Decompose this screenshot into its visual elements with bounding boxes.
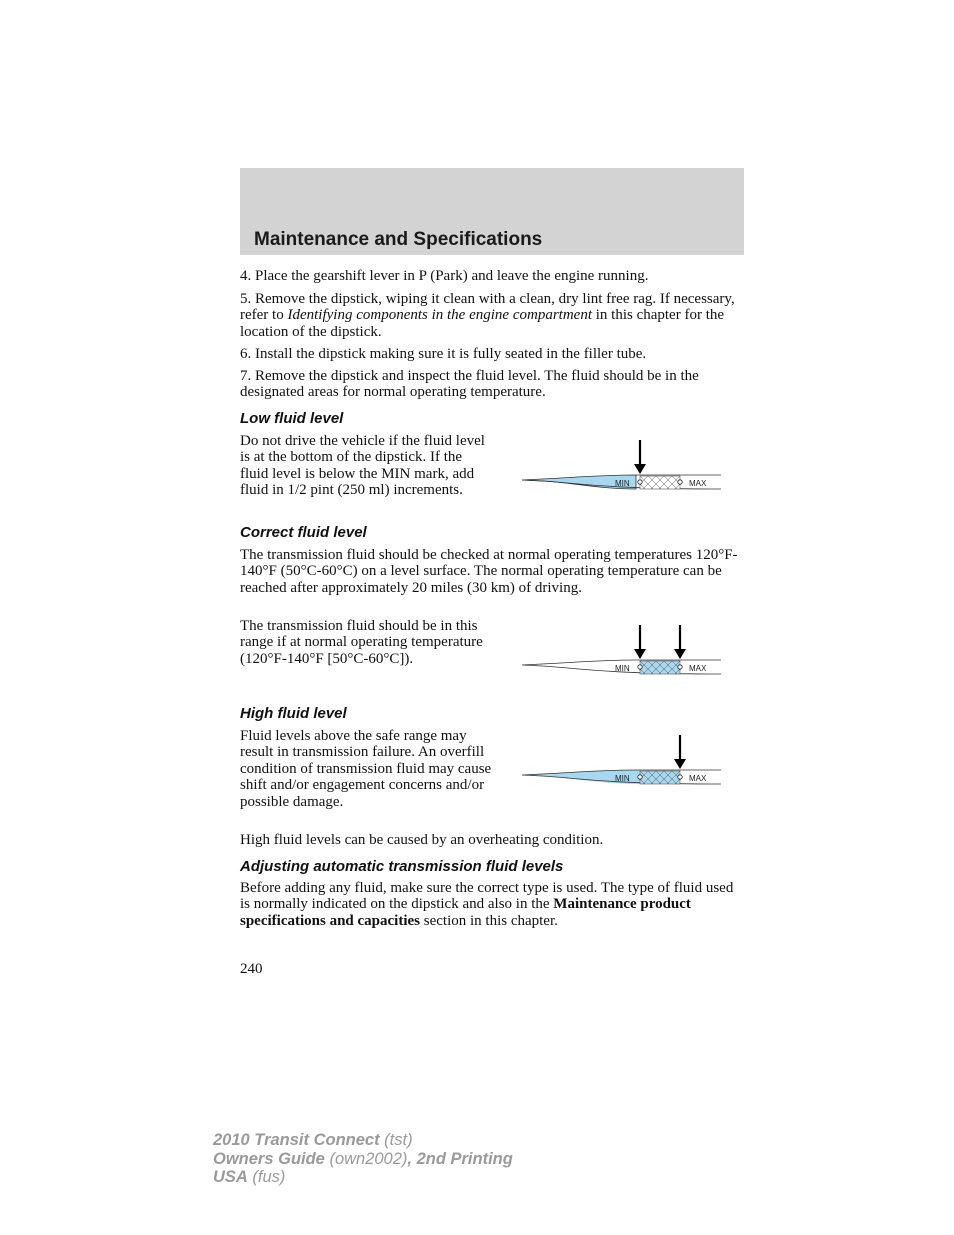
- footer-guide-code: (own2002): [324, 1149, 408, 1168]
- page-number: 240: [240, 961, 263, 977]
- step-5: [240, 291, 746, 340]
- step-7: 7. Remove the dipstick and inspect the fluid level. The fluid should be in the designated areas for normal operating temperature.: [240, 368, 699, 401]
- correct-fluid-heading: Correct fluid level: [240, 524, 367, 541]
- footer-market: USA: [213, 1168, 248, 1186]
- footer-market-code: (fus): [247, 1168, 286, 1186]
- low-fluid-heading: Low fluid level: [240, 410, 344, 427]
- min-label: MIN: [615, 774, 630, 783]
- high-fluid-cause: High fluid levels can be caused by an overheating condition.: [240, 832, 604, 848]
- footer-guide: Owners Guide: [213, 1149, 325, 1168]
- max-mark: [678, 480, 682, 484]
- footer-model: 2010 Transit Connect: [213, 1131, 380, 1149]
- max-label: MAX: [689, 774, 707, 783]
- max-label: MAX: [689, 664, 707, 673]
- step-6: 6. Install the dipstick making sure it is fully seated in the filler tube.: [240, 346, 647, 362]
- adjust-fluid-heading: Adjusting automatic transmission fluid levels: [240, 858, 564, 875]
- max-mark: [678, 665, 682, 669]
- adjust-text-start: Before adding any fluid, make sure the correct type is used. The type of fluid used is normally indicated on the dipstick and also in the: [240, 880, 734, 913]
- dipstick-low-diagram: [518, 438, 724, 502]
- dipstick-crosshatch: [640, 476, 680, 489]
- correct-fluid-range-text: The transmission fluid should be in this range if at normal operating temperature (120°F-140°F [50°C-60°C]).: [240, 618, 483, 667]
- adjust-fluid-text: [240, 880, 746, 929]
- max-mark: [678, 775, 682, 779]
- min-mark: [638, 775, 642, 779]
- low-fluid-text: Do not drive the vehicle if the fluid level is at the bottom of the dipstick. If the fluid level is below the MIN mark, add fluid in 1/2 pint (250 ml) increments.: [240, 433, 485, 499]
- min-label: MIN: [615, 664, 630, 673]
- min-label: MIN: [615, 479, 630, 488]
- section-title: Maintenance and Specifications: [254, 229, 543, 250]
- adjust-text-end: section in this chapter.: [420, 912, 558, 929]
- dipstick-correct-diagram: [518, 623, 724, 687]
- footer-model-code: (tst): [379, 1131, 413, 1149]
- high-fluid-text: Fluid levels above the safe range may result in transmission failure. An overfill condition of transmission fluid may cause shift and/or engagement concerns and/or possible damage.: [240, 728, 492, 810]
- arrow-down-icon: [674, 625, 686, 659]
- section-header-band: [240, 168, 744, 255]
- adjust-section-reference: Maintenance product specifications and capacities: [240, 896, 691, 929]
- min-mark: [638, 480, 642, 484]
- min-mark: [638, 665, 642, 669]
- step-5-text: 5. Remove the dipstick, wiping it clean with a clean, dry lint free rag. If necessary, refer to: [240, 291, 735, 324]
- arrow-down-icon: [634, 625, 646, 659]
- dipstick-crosshatch: [640, 661, 680, 674]
- correct-fluid-text: The transmission fluid should be checked at normal operating temperatures 120°F-140°F (50°C-60°C) on a level surface. The normal operating temperature can be reached after approximately 20 miles (30 km) of driving.: [240, 547, 738, 596]
- step-5-reference: Identifying components in the engine compartment: [287, 307, 592, 324]
- step-4: 4. Place the gearshift lever in P (Park) and leave the engine running.: [240, 268, 649, 284]
- footer-printing: , 2nd Printing: [407, 1149, 513, 1168]
- arrow-down-icon: [674, 735, 686, 769]
- document-footer: [213, 1131, 513, 1187]
- high-fluid-heading: High fluid level: [240, 705, 347, 722]
- arrow-down-icon: [634, 440, 646, 474]
- dipstick-crosshatch: [640, 771, 680, 784]
- dipstick-high-diagram: [518, 733, 724, 797]
- step-5-text-end: in this chapter for the location of the dipstick.: [240, 307, 725, 340]
- max-label: MAX: [689, 479, 707, 488]
